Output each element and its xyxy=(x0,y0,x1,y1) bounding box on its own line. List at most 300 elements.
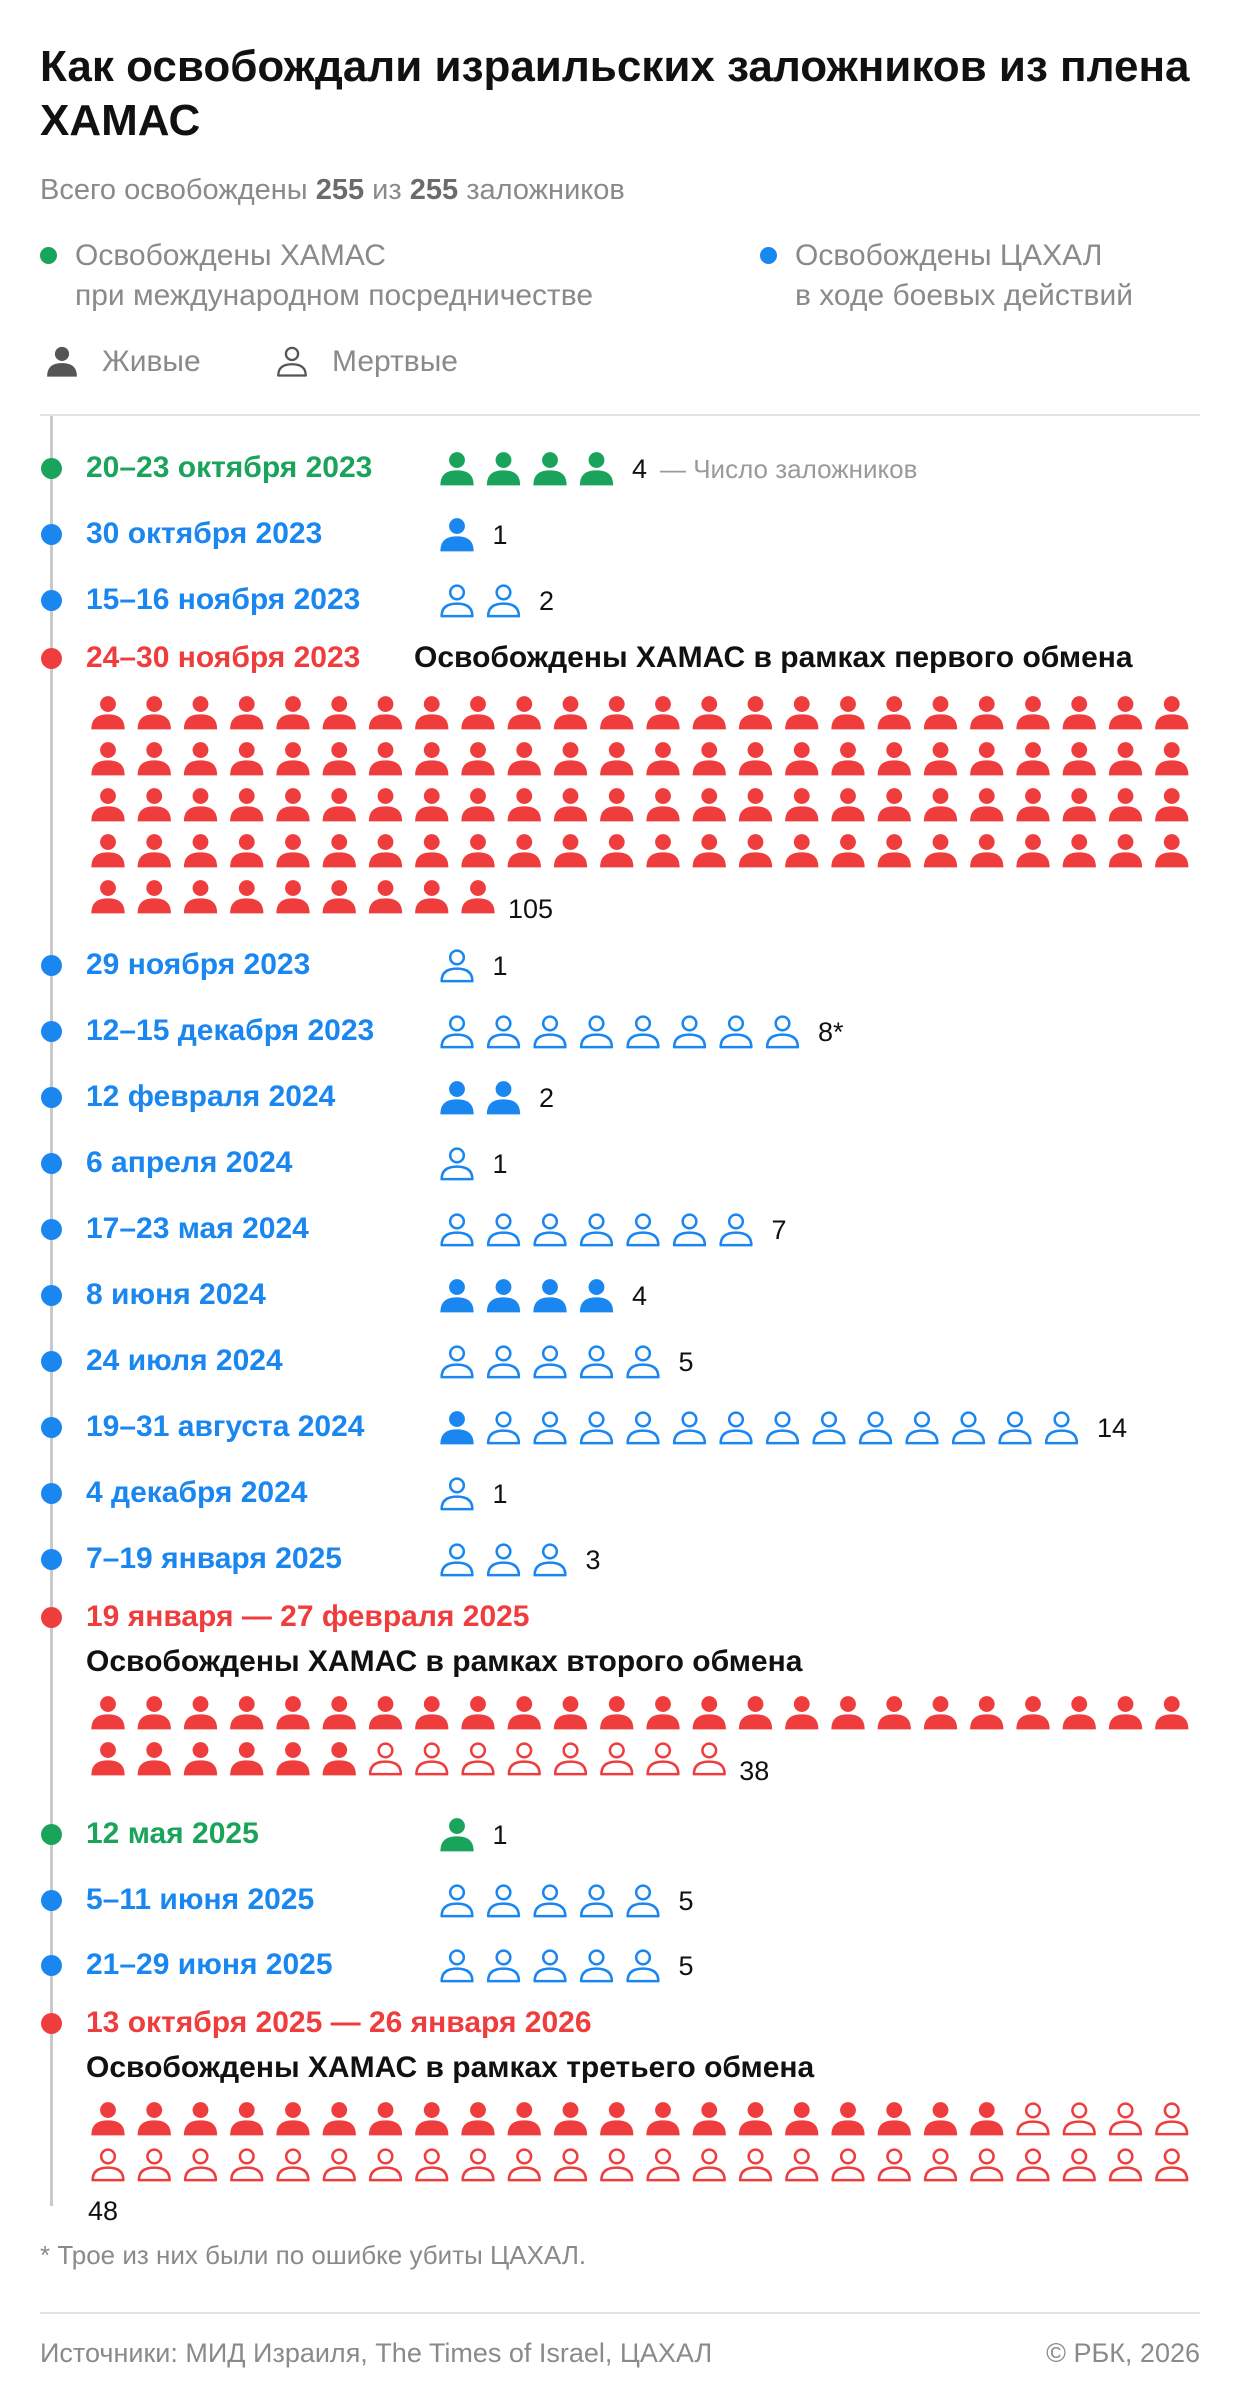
person-filled-icon xyxy=(461,834,494,867)
person-outline-icon xyxy=(442,1886,473,1917)
person-filled-icon xyxy=(693,788,726,821)
person-filled-icon xyxy=(554,1696,587,1729)
hostage-count: 3 xyxy=(585,1545,601,1575)
person-filled-icon xyxy=(487,1279,520,1312)
event-date: 4 декабря 2024 xyxy=(86,1476,308,1509)
person-filled-icon xyxy=(323,696,356,729)
person-outline-icon xyxy=(535,1017,566,1048)
person-outline-icon xyxy=(442,1951,473,1982)
hostage-count: 48 xyxy=(88,2196,119,2226)
person-filled-icon xyxy=(646,834,679,867)
person-filled-icon xyxy=(831,788,864,821)
hostage-count: 1 xyxy=(492,951,508,981)
person-outline-icon xyxy=(442,1215,473,1246)
person-filled-icon xyxy=(369,742,402,775)
person-filled-icon xyxy=(739,2102,772,2135)
person-filled-icon xyxy=(1109,696,1142,729)
person-outline-icon xyxy=(442,1347,473,1378)
person-filled-icon xyxy=(970,696,1003,729)
person-filled-icon xyxy=(924,742,957,775)
person-filled-icon xyxy=(440,1279,473,1312)
person-filled-icon xyxy=(1155,696,1188,729)
person-filled-icon xyxy=(831,2102,864,2135)
person-filled-icon xyxy=(508,1696,541,1729)
person-outline-icon xyxy=(1018,2104,1049,2135)
person-filled-icon xyxy=(91,880,124,913)
person-outline-icon xyxy=(971,2150,1002,2181)
person-filled-icon xyxy=(693,742,726,775)
person-outline-icon xyxy=(601,1744,632,1775)
person-filled-icon xyxy=(1016,742,1049,775)
person-filled-icon xyxy=(440,1411,473,1444)
person-filled-icon xyxy=(785,2102,818,2135)
event-label: Освобождены ХАМАС в рамках первого обмена xyxy=(414,641,1133,674)
person-outline-icon xyxy=(463,2150,494,2181)
person-filled-icon xyxy=(230,696,263,729)
person-outline-icon xyxy=(674,1413,705,1444)
person-outline-icon xyxy=(1046,1413,1077,1444)
hostage-count: 2 xyxy=(539,1083,555,1113)
person-filled-icon xyxy=(1109,742,1142,775)
person-filled-icon xyxy=(554,834,587,867)
hostage-count: 1 xyxy=(492,520,508,550)
person-filled-icon xyxy=(580,1279,613,1312)
person-filled-icon xyxy=(1016,1696,1049,1729)
person-filled-icon xyxy=(184,742,217,775)
event-date: 20–23 октября 2023 xyxy=(86,451,373,484)
person-filled-icon xyxy=(739,788,772,821)
person-outline-icon xyxy=(442,1479,473,1510)
person-filled-icon xyxy=(878,1696,911,1729)
person-filled-icon xyxy=(91,1742,124,1775)
person-filled-icon xyxy=(415,696,448,729)
person-filled-icon xyxy=(831,1696,864,1729)
person-filled-icon xyxy=(487,1081,520,1114)
person-outline-icon xyxy=(581,1886,612,1917)
event-date: 30 октября 2023 xyxy=(86,517,323,550)
person-filled-icon xyxy=(230,834,263,867)
person-filled-icon xyxy=(276,788,309,821)
person-filled-icon xyxy=(415,880,448,913)
hostage-count: 4 xyxy=(632,454,648,484)
person-outline-icon xyxy=(1110,2104,1141,2135)
person-filled-icon xyxy=(461,696,494,729)
person-filled-icon xyxy=(276,880,309,913)
person-filled-icon xyxy=(184,788,217,821)
person-filled-icon xyxy=(924,1696,957,1729)
person-filled-icon xyxy=(138,2102,171,2135)
person-filled-icon xyxy=(184,696,217,729)
person-filled-icon xyxy=(276,1696,309,1729)
person-outline-icon xyxy=(581,1017,612,1048)
person-filled-icon xyxy=(323,834,356,867)
person-filled-icon xyxy=(461,1696,494,1729)
person-outline-icon xyxy=(674,1215,705,1246)
person-filled-icon xyxy=(970,834,1003,867)
person-filled-icon xyxy=(184,880,217,913)
person-filled-icon xyxy=(508,696,541,729)
person-filled-icon xyxy=(138,788,171,821)
person-filled-icon xyxy=(831,696,864,729)
hostage-count: 5 xyxy=(678,1886,694,1916)
person-filled-icon xyxy=(91,1696,124,1729)
person-filled-icon xyxy=(138,834,171,867)
person-filled-icon xyxy=(276,696,309,729)
person-filled-icon xyxy=(554,788,587,821)
person-outline-icon xyxy=(463,1744,494,1775)
person-outline-icon xyxy=(628,1413,659,1444)
legend-hamas-line1: Освобождены ХАМАС xyxy=(75,239,386,272)
person-outline-icon xyxy=(694,2150,725,2181)
person-filled-icon xyxy=(230,1696,263,1729)
person-filled-icon xyxy=(369,696,402,729)
hostage-count: 105 xyxy=(508,894,554,924)
person-outline-icon xyxy=(488,1215,519,1246)
person-filled-icon xyxy=(369,2102,402,2135)
person-filled-icon xyxy=(508,2102,541,2135)
event-date: 29 ноября 2023 xyxy=(86,948,311,981)
person-filled-icon xyxy=(276,834,309,867)
person-filled-icon xyxy=(970,2102,1003,2135)
event-date: 8 июня 2024 xyxy=(86,1278,266,1311)
event-date: 12 мая 2025 xyxy=(86,1817,259,1850)
event-label: Освобождены ХАМАС в рамках второго обмена xyxy=(86,1645,803,1678)
person-outline-icon xyxy=(555,2150,586,2181)
person-outline-icon xyxy=(231,2150,262,2181)
person-outline-icon xyxy=(628,1347,659,1378)
hostage-count: 5 xyxy=(678,1951,694,1981)
person-outline-icon xyxy=(278,2150,309,2181)
person-filled-icon xyxy=(533,1279,566,1312)
event-date: 5–11 июня 2025 xyxy=(86,1883,315,1916)
person-filled-icon xyxy=(323,880,356,913)
person-outline-icon xyxy=(442,1545,473,1576)
person-filled-icon xyxy=(461,788,494,821)
hostage-count: 2 xyxy=(539,586,555,616)
hostage-count: 1 xyxy=(492,1149,508,1179)
person-filled-icon xyxy=(970,742,1003,775)
person-filled-icon xyxy=(508,742,541,775)
person-filled-icon xyxy=(1016,788,1049,821)
person-outline-icon xyxy=(442,951,473,982)
person-filled-icon xyxy=(415,788,448,821)
person-filled-icon xyxy=(1063,788,1096,821)
person-filled-icon xyxy=(415,834,448,867)
person-filled-icon xyxy=(1109,1696,1142,1729)
person-outline-icon xyxy=(370,1744,401,1775)
person-outline-icon xyxy=(488,1347,519,1378)
person-filled-icon xyxy=(924,788,957,821)
person-outline-icon xyxy=(370,2150,401,2181)
person-filled-icon xyxy=(970,1696,1003,1729)
person-outline-icon xyxy=(535,1545,566,1576)
person-filled-icon xyxy=(739,1696,772,1729)
person-filled-icon xyxy=(1109,834,1142,867)
person-filled-icon xyxy=(138,1696,171,1729)
source: Источники: МИД Израиля, The Times of Israel, ЦАХАЛ xyxy=(40,2338,713,2368)
person-outline-icon xyxy=(721,1413,752,1444)
person-filled-icon xyxy=(91,2102,124,2135)
person-outline-icon xyxy=(535,1215,566,1246)
person-outline-icon xyxy=(628,1017,659,1048)
person-filled-icon xyxy=(415,742,448,775)
person-outline-icon xyxy=(416,1744,447,1775)
person-filled-icon xyxy=(487,452,520,485)
person-filled-icon xyxy=(646,696,679,729)
legend-dead-label: Мертвые xyxy=(332,345,458,378)
person-filled-icon xyxy=(739,742,772,775)
released-count: 255 xyxy=(315,174,365,206)
person-outline-icon xyxy=(860,1413,891,1444)
event-date: 6 апреля 2024 xyxy=(86,1146,293,1179)
person-filled-icon xyxy=(138,742,171,775)
person-filled-icon xyxy=(323,788,356,821)
person-filled-icon xyxy=(276,2102,309,2135)
person-filled-icon xyxy=(369,834,402,867)
person-filled-icon xyxy=(831,834,864,867)
person-filled-icon xyxy=(580,452,613,485)
event-date: 19 января — 27 февраля 2025 xyxy=(86,1600,530,1633)
person-filled-icon xyxy=(369,880,402,913)
total-count: 255 xyxy=(409,174,459,206)
person-filled-icon xyxy=(785,1696,818,1729)
person-outline-icon xyxy=(907,1413,938,1444)
person-outline-icon xyxy=(601,2150,632,2181)
person-filled-icon xyxy=(1155,834,1188,867)
person-filled-icon xyxy=(533,452,566,485)
person-outline-icon xyxy=(694,1744,725,1775)
event-date: 7–19 января 2025 xyxy=(86,1542,342,1575)
hostage-count: 7 xyxy=(771,1215,787,1245)
person-filled-icon xyxy=(646,742,679,775)
hostage-count: 4 xyxy=(632,1281,648,1311)
person-filled-icon xyxy=(323,2102,356,2135)
person-filled-icon xyxy=(1155,742,1188,775)
person-outline-icon xyxy=(488,1413,519,1444)
event-date: 21–29 июня 2025 xyxy=(86,1948,333,1981)
person-filled-icon xyxy=(785,834,818,867)
person-outline-icon xyxy=(1000,1413,1031,1444)
event-date: 17–23 мая 2024 xyxy=(86,1212,309,1245)
person-filled-icon xyxy=(739,834,772,867)
person-filled-icon xyxy=(230,880,263,913)
person-filled-icon xyxy=(970,788,1003,821)
person-filled-icon xyxy=(184,834,217,867)
event-label: Освобождены ХАМАС в рамках третьего обмена xyxy=(86,2051,815,2084)
event-date: 12–15 декабря 2023 xyxy=(86,1014,375,1047)
person-filled-icon xyxy=(739,696,772,729)
person-filled-icon xyxy=(600,742,633,775)
person-outline-icon xyxy=(1156,2104,1187,2135)
person-outline-icon xyxy=(442,586,473,617)
person-filled-icon xyxy=(646,2102,679,2135)
event-date: 24 июля 2024 xyxy=(86,1344,283,1377)
person-outline-icon xyxy=(581,1951,612,1982)
person-filled-icon xyxy=(440,452,473,485)
person-filled-icon xyxy=(323,1696,356,1729)
person-filled-icon xyxy=(693,834,726,867)
person-filled-icon xyxy=(600,696,633,729)
person-filled-icon xyxy=(440,1081,473,1114)
person-filled-icon xyxy=(508,834,541,867)
person-outline-icon xyxy=(1064,2150,1095,2181)
person-outline-icon xyxy=(925,2150,956,2181)
person-filled-icon xyxy=(554,742,587,775)
person-outline-icon xyxy=(628,1215,659,1246)
person-filled-icon xyxy=(461,880,494,913)
person-outline-icon xyxy=(535,1951,566,1982)
person-filled-icon xyxy=(461,742,494,775)
person-filled-icon xyxy=(369,788,402,821)
person-outline-icon xyxy=(535,1886,566,1917)
person-filled-icon xyxy=(693,2102,726,2135)
person-filled-icon xyxy=(1016,696,1049,729)
hostage-count: 5 xyxy=(678,1347,694,1377)
person-filled-icon xyxy=(924,834,957,867)
person-outline-icon xyxy=(833,2150,864,2181)
person-outline-icon xyxy=(1018,2150,1049,2181)
person-filled-icon xyxy=(461,2102,494,2135)
person-filled-icon xyxy=(924,2102,957,2135)
person-filled-icon xyxy=(323,1742,356,1775)
person-filled-icon xyxy=(878,2102,911,2135)
person-outline-icon xyxy=(879,2150,910,2181)
hostage-count: 38 xyxy=(739,1756,770,1786)
person-filled-icon xyxy=(646,788,679,821)
person-filled-icon xyxy=(878,834,911,867)
person-outline-icon xyxy=(488,586,519,617)
person-filled-icon xyxy=(1155,1696,1188,1729)
hostage-count: 8* xyxy=(818,1017,844,1047)
person-outline-icon xyxy=(1110,2150,1141,2181)
person-filled-icon xyxy=(1016,834,1049,867)
person-filled-icon xyxy=(785,742,818,775)
person-filled-icon xyxy=(693,1696,726,1729)
footnote: * Трое из них были по ошибке убиты ЦАХАЛ. xyxy=(40,2240,587,2270)
person-filled-icon xyxy=(138,880,171,913)
legend-idf-line2: в ходе боевых действий xyxy=(795,279,1134,312)
person-outline-icon xyxy=(488,1017,519,1048)
person-outline-icon xyxy=(1064,2104,1095,2135)
legend-hamas-line2: при международном посредничестве xyxy=(75,279,594,312)
footer-divider xyxy=(40,2312,1200,2314)
person-outline-icon xyxy=(442,1017,473,1048)
person-filled-icon xyxy=(415,2102,448,2135)
legend-idf-line1: Освобождены ЦАХАЛ xyxy=(795,239,1103,272)
person-filled-icon xyxy=(440,1818,473,1851)
person-filled-icon xyxy=(91,742,124,775)
person-filled-icon xyxy=(600,2102,633,2135)
person-filled-icon xyxy=(184,2102,217,2135)
person-filled-icon xyxy=(415,1696,448,1729)
person-outline-icon xyxy=(628,1886,659,1917)
subtitle-prefix: Всего освобождены xyxy=(40,174,308,206)
person-outline-icon xyxy=(767,1413,798,1444)
person-outline-icon xyxy=(555,1744,586,1775)
person-outline-icon xyxy=(648,1744,679,1775)
person-filled-icon xyxy=(600,788,633,821)
hostage-count: 1 xyxy=(492,1479,508,1509)
person-outline-icon xyxy=(139,2150,170,2181)
event-date: 15–16 ноября 2023 xyxy=(86,583,361,616)
person-outline-icon xyxy=(93,2150,124,2181)
person-filled-icon xyxy=(230,2102,263,2135)
person-filled-icon xyxy=(508,788,541,821)
person-outline-icon xyxy=(767,1017,798,1048)
legend-alive-label: Живые xyxy=(102,345,201,378)
person-outline-icon xyxy=(581,1413,612,1444)
person-filled-icon xyxy=(91,788,124,821)
person-filled-icon xyxy=(440,518,473,551)
person-filled-icon xyxy=(693,696,726,729)
person-filled-icon xyxy=(323,742,356,775)
person-outline-icon xyxy=(581,1215,612,1246)
page-title: Как освобождали израильских заложников из плена ХАМАС xyxy=(40,42,1190,145)
person-filled-icon xyxy=(369,1696,402,1729)
person-filled-icon xyxy=(276,1742,309,1775)
person-filled-icon xyxy=(831,742,864,775)
person-filled-icon xyxy=(554,696,587,729)
subtitle-middle: из xyxy=(372,174,402,206)
person-filled-icon xyxy=(600,1696,633,1729)
person-outline-icon xyxy=(740,2150,771,2181)
person-filled-icon xyxy=(924,696,957,729)
person-outline-icon xyxy=(488,1951,519,1982)
person-filled-icon xyxy=(138,696,171,729)
person-filled-icon xyxy=(1063,742,1096,775)
person-outline-icon xyxy=(535,1413,566,1444)
person-filled-icon xyxy=(184,1742,217,1775)
person-filled-icon xyxy=(878,788,911,821)
person-outline-icon xyxy=(442,1149,473,1180)
person-filled-icon xyxy=(554,2102,587,2135)
event-date: 13 октября 2025 — 26 января 2026 xyxy=(86,2006,592,2039)
person-outline-icon xyxy=(488,1886,519,1917)
person-filled-icon xyxy=(1155,788,1188,821)
person-filled-icon xyxy=(230,742,263,775)
person-outline-icon xyxy=(535,1347,566,1378)
person-outline-icon xyxy=(628,1951,659,1982)
person-filled-icon xyxy=(230,1742,263,1775)
count-note: — Число заложников xyxy=(660,454,918,484)
hostage-count: 1 xyxy=(492,1820,508,1850)
person-outline-icon xyxy=(953,1413,984,1444)
event-date: 19–31 августа 2024 xyxy=(86,1410,365,1443)
person-filled-icon xyxy=(785,696,818,729)
person-outline-icon xyxy=(786,2150,817,2181)
person-filled-icon xyxy=(1063,834,1096,867)
person-filled-icon xyxy=(1109,788,1142,821)
person-outline-icon xyxy=(185,2150,216,2181)
person-filled-icon xyxy=(230,788,263,821)
person-filled-icon xyxy=(785,788,818,821)
person-filled-icon xyxy=(1063,1696,1096,1729)
person-filled-icon xyxy=(600,834,633,867)
person-outline-icon xyxy=(814,1413,845,1444)
subtitle-suffix: заложников xyxy=(466,174,625,206)
person-filled-icon xyxy=(91,834,124,867)
hostage-count: 14 xyxy=(1097,1413,1128,1443)
person-outline-icon xyxy=(1156,2150,1187,2181)
copyright: © РБК, 2026 xyxy=(1046,2338,1200,2368)
person-outline-icon xyxy=(324,2150,355,2181)
person-filled-icon xyxy=(276,742,309,775)
person-outline-icon xyxy=(721,1017,752,1048)
event-date: 24–30 ноября 2023 xyxy=(86,641,361,674)
person-outline-icon xyxy=(509,2150,540,2181)
person-filled-icon xyxy=(646,1696,679,1729)
person-outline-icon xyxy=(509,1744,540,1775)
